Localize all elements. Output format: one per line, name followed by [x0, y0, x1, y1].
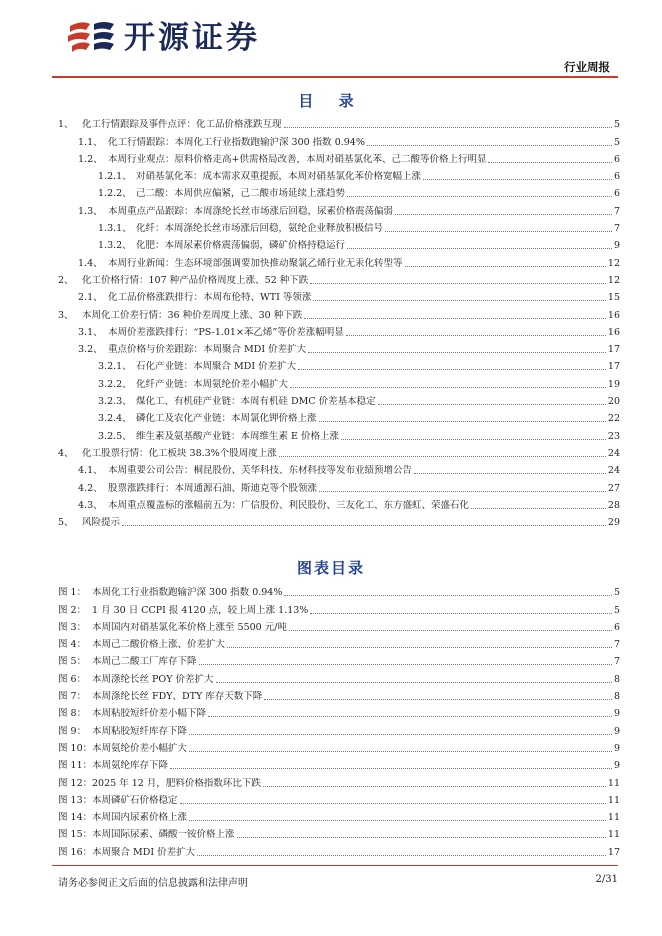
dot-leader — [289, 630, 612, 631]
dot-leader — [290, 387, 606, 388]
entry-page: 11 — [607, 829, 620, 841]
entry-number: 图 13： — [58, 794, 93, 806]
entry-page: 6 — [613, 153, 620, 165]
dot-leader — [170, 768, 612, 769]
entry-number: 3.2.2、 — [98, 378, 132, 390]
entry-page: 9 — [613, 725, 620, 737]
toc-entry[interactable] — [58, 218, 620, 235]
entry-number: 图 12： — [58, 777, 93, 789]
entry-page: 11 — [607, 812, 620, 824]
dot-leader — [319, 491, 606, 492]
entry-page: 9 — [613, 708, 620, 720]
figure-entry[interactable] — [58, 738, 620, 755]
figure-entry[interactable] — [58, 807, 620, 824]
footer-divider — [52, 865, 618, 866]
entry-page: 20 — [607, 396, 620, 408]
figure-entry[interactable] — [58, 686, 620, 703]
entry-number: 图 7： — [58, 691, 87, 703]
dot-leader — [298, 369, 606, 370]
entry-title: 化工价格行情：107 种产品价格周度上涨、52 种下跌 — [82, 274, 309, 286]
entry-page: 6 — [613, 188, 620, 200]
brand-logo-icon — [66, 18, 118, 58]
entry-number: 图 11： — [58, 760, 93, 772]
figure-entry[interactable] — [58, 841, 620, 858]
toc-entry[interactable] — [58, 477, 620, 494]
figure-entry[interactable] — [58, 720, 620, 737]
toc-entry[interactable] — [58, 114, 620, 131]
entry-title: 维生素及氨基酸产业链：本周维生素 E 价格上涨 — [136, 430, 339, 442]
entry-title: 2025 年 12 月，肥料价格指数环比下跌 — [92, 777, 261, 789]
entry-page: 28 — [607, 499, 620, 511]
entry-page: 9 — [613, 240, 620, 252]
toc-entry[interactable] — [58, 408, 620, 425]
entry-title: 化工品价格涨跌排行：本周布伦特、WTI 等领涨 — [108, 292, 312, 304]
entry-page: 17 — [607, 846, 620, 858]
dot-leader — [264, 699, 612, 700]
entry-number: 图 3： — [58, 621, 87, 633]
entry-number: 4、 — [58, 447, 74, 459]
entry-number: 1.3、 — [78, 205, 103, 217]
entry-number: 图 4： — [58, 639, 87, 651]
page-indicator: 2/31 — [595, 874, 618, 885]
dot-leader — [284, 127, 612, 128]
entry-number: 1.4、 — [78, 257, 103, 269]
entry-number: 1.3.2、 — [98, 240, 132, 252]
entry-page: 5 — [613, 604, 620, 616]
dot-leader — [347, 248, 612, 249]
toc-entry[interactable] — [58, 270, 620, 287]
dot-leader — [263, 786, 606, 787]
toc-entry[interactable] — [58, 356, 620, 373]
dot-leader — [367, 145, 612, 146]
entry-title: 对硝基氯化苯：成本需求双重提振，本周对硝基氯化苯价格宽幅上涨 — [136, 171, 422, 183]
toc-entry[interactable] — [58, 304, 620, 321]
dot-leader — [227, 647, 612, 648]
toc-entry[interactable] — [58, 322, 620, 339]
entry-page: 9 — [613, 760, 620, 772]
entry-page: 22 — [607, 413, 620, 425]
entry-title: 本周己二酸工厂库存下降 — [92, 656, 197, 668]
entry-page: 24 — [607, 447, 620, 459]
dot-leader — [471, 508, 606, 509]
dot-leader — [197, 855, 606, 856]
entry-number: 1.1、 — [78, 136, 103, 148]
entry-number: 3.2.5、 — [98, 430, 132, 442]
entry-title: 重点价格与价差跟踪：本周聚合 MDI 价差扩大 — [108, 344, 307, 356]
entry-page: 17 — [607, 344, 620, 356]
dot-leader — [180, 803, 606, 804]
entry-title: 1 月 30 日 CCPI 报 4120 点，较上周上涨 1.13% — [92, 604, 309, 616]
entry-page: 19 — [607, 378, 620, 390]
toc-entry[interactable] — [58, 425, 620, 442]
entry-page: 17 — [607, 361, 620, 373]
figure-entry[interactable] — [58, 824, 620, 841]
entry-number: 图 9： — [58, 725, 87, 737]
entry-number: 2、 — [58, 274, 74, 286]
toc-entry[interactable] — [58, 252, 620, 269]
dot-leader — [341, 439, 606, 440]
dot-leader — [346, 335, 606, 336]
toc-entry[interactable] — [58, 495, 620, 512]
entry-number: 图 15： — [58, 829, 93, 841]
entry-number: 3.2.3、 — [98, 396, 132, 408]
footer-disclaimer: 请务必参阅正文后面的信息披露和法律声明 — [58, 878, 248, 889]
entry-title: 化肥：本周尿素价格震荡偏弱，磷矿价格持稳运行 — [136, 240, 346, 252]
toc-entry[interactable] — [58, 391, 620, 408]
entry-title: 本周国内对硝基氯化苯价格上涨至 5500 元/吨 — [92, 621, 287, 633]
entry-title: 本周聚合 MDI 价差扩大 — [92, 846, 196, 858]
toc-entry[interactable] — [58, 166, 620, 183]
toc-entry[interactable] — [58, 512, 620, 529]
entry-page: 12 — [607, 257, 620, 269]
toc-entry[interactable] — [58, 149, 620, 166]
entry-title: 股票涨跌排行：本周通源石油、斯迪克等个股领涨 — [108, 482, 318, 494]
entry-number: 图 8： — [58, 708, 87, 720]
entry-page: 6 — [613, 621, 620, 633]
entry-title: 化纤产业链：本周氨纶价差小幅扩大 — [136, 378, 289, 390]
entry-number: 1、 — [58, 119, 74, 131]
toc-entry[interactable] — [58, 200, 620, 217]
entry-title: 本周粘胶短纤库存下降 — [92, 725, 188, 737]
figure-entry[interactable] — [58, 703, 620, 720]
entry-number: 图 2： — [58, 604, 87, 616]
entry-number: 1.3.1、 — [98, 223, 132, 235]
entry-page: 7 — [613, 205, 620, 217]
figure-entry[interactable] — [58, 772, 620, 789]
entry-number: 4.3、 — [78, 499, 103, 511]
entry-number: 1.2、 — [78, 153, 103, 165]
entry-title: 本周国内尿素价格上涨 — [92, 812, 188, 824]
entry-page: 8 — [613, 691, 620, 703]
toc-entry[interactable] — [58, 339, 620, 356]
entry-title: 化工行情跟踪及事件点评：化工品价格涨跌互现 — [82, 119, 282, 131]
entry-number: 4.1、 — [78, 465, 103, 477]
entry-number: 图 6： — [58, 673, 87, 685]
entry-page: 23 — [607, 430, 620, 442]
entry-page: 12 — [607, 274, 620, 286]
entry-title: 本周重点产品跟踪：本周涤纶长丝市场涨后回稳，尿素价格震荡偏弱 — [108, 205, 394, 217]
entry-title: 本周行业新闻：生态环境部强调要加快推动聚氯乙烯行业无汞化转型等 — [108, 257, 403, 269]
entry-number: 图 1： — [58, 587, 87, 599]
entry-number: 图 5： — [58, 656, 87, 668]
entry-page: 7 — [613, 639, 620, 651]
dot-leader — [395, 214, 612, 215]
figure-entry[interactable] — [58, 599, 620, 616]
list-of-figures — [58, 582, 620, 859]
toc-entry[interactable] — [58, 373, 620, 390]
dot-leader — [310, 613, 612, 614]
entry-title: 己二酸：本周供应偏紧，己二酸市场延续上涨趋势 — [136, 188, 346, 200]
dot-leader — [385, 231, 612, 232]
toc-title: 目 录 — [298, 92, 364, 110]
figure-entry[interactable] — [58, 582, 620, 599]
dot-leader — [313, 300, 606, 301]
dot-leader — [405, 266, 606, 267]
toc-entry[interactable] — [58, 287, 620, 304]
entry-number: 3.2.4、 — [98, 413, 132, 425]
entry-page: 6 — [613, 171, 620, 183]
entry-number: 3.1、 — [78, 326, 103, 338]
entry-title: 化纤：本周涤纶长丝市场涨后回稳，氨纶企业释放积极信号 — [136, 223, 384, 235]
entry-title: 本周重点覆盖标的涨幅前五为：广信股份、利民股份、三友化工、东方盛虹、荣盛石化 — [108, 499, 470, 511]
entry-number: 图 10： — [58, 742, 93, 754]
entry-title: 本周重要公司公告：桐昆股份、芙华科技、东材科技等发布业绩预增公告 — [108, 465, 413, 477]
entry-title: 煤化工、有机硅产业链：本周有机硅 DMC 价差基本稳定 — [136, 396, 376, 408]
dot-leader — [122, 525, 606, 526]
entry-title: 本周涤纶长丝 FDY、DTY 库存天数下降 — [92, 691, 263, 703]
toc-entry[interactable] — [58, 183, 620, 200]
entry-number: 3、 — [58, 309, 74, 321]
entry-number: 图 16： — [58, 846, 93, 858]
entry-number: 5、 — [58, 517, 74, 529]
dot-leader — [189, 751, 612, 752]
entry-page: 7 — [613, 656, 620, 668]
entry-title: 化工行情跟踪：本周化工行业指数跑输沪深 300 指数 0.94% — [108, 136, 365, 148]
report-type-label: 行业周报 — [564, 60, 610, 74]
dot-leader — [347, 196, 612, 197]
entry-title: 本周行业观点：原料价格走高+供需格局改善，本周对硝基氯化苯、己二酸等价格上行明显 — [108, 153, 487, 165]
toc-entry[interactable] — [58, 443, 620, 460]
figure-entry[interactable] — [58, 651, 620, 668]
entry-page: 16 — [607, 326, 620, 338]
entry-title: 本周国际尿素、磷酸一铵价格上涨 — [92, 829, 235, 841]
dot-leader — [488, 162, 611, 163]
toc-entry[interactable] — [58, 235, 620, 252]
header-divider — [52, 76, 618, 78]
dot-leader — [199, 664, 612, 665]
dot-leader — [237, 837, 606, 838]
entry-number: 2.1、 — [78, 292, 103, 304]
entry-title: 本周氨纶价差小幅扩大 — [92, 742, 188, 754]
entry-page: 5 — [613, 119, 620, 131]
entry-title: 本周涤纶长丝 POY 价差扩大 — [92, 673, 214, 685]
entry-number: 1.2.2、 — [98, 188, 132, 200]
entry-page: 27 — [607, 482, 620, 494]
entry-page: 5 — [613, 136, 620, 148]
table-of-contents — [58, 114, 620, 529]
toc-entry[interactable] — [58, 131, 620, 148]
entry-title: 本周化工行业指数跑输沪深 300 指数 0.94% — [92, 587, 283, 599]
figure-entry[interactable] — [58, 790, 620, 807]
dot-leader — [310, 283, 606, 284]
entry-title: 化工股票行情：化工板块 38.3%个股周度上涨 — [82, 447, 277, 459]
brand-name: 开源证券 — [124, 20, 260, 56]
figures-title: 图表目录 — [296, 559, 365, 577]
entry-number: 图 14： — [58, 812, 93, 824]
figure-entry[interactable] — [58, 634, 620, 651]
entry-number: 3.2、 — [78, 344, 103, 356]
entry-title: 本周价差涨跌排行：“PS-1.01×苯乙烯”等价差涨幅明显 — [108, 326, 344, 338]
brand-logo — [66, 18, 260, 58]
figure-entry[interactable] — [58, 668, 620, 685]
entry-title: 本周氨纶库存下降 — [92, 760, 169, 772]
entry-page: 11 — [607, 777, 620, 789]
dot-leader — [208, 716, 612, 717]
dot-leader — [304, 318, 606, 319]
entry-page: 8 — [613, 673, 620, 685]
entry-title: 风险提示 — [82, 517, 121, 529]
entry-page: 11 — [607, 794, 620, 806]
entry-page: 7 — [613, 223, 620, 235]
entry-page: 9 — [613, 742, 620, 754]
figure-entry[interactable] — [58, 617, 620, 634]
dot-leader — [279, 456, 606, 457]
entry-title: 本周粘胶短纤价差小幅下降 — [92, 708, 207, 720]
entry-page: 24 — [607, 465, 620, 477]
entry-number: 3.2.1、 — [98, 361, 132, 373]
dot-leader — [378, 404, 606, 405]
entry-title: 石化产业链：本周聚合 MDI 价差扩大 — [136, 361, 297, 373]
dot-leader — [284, 595, 612, 596]
entry-title: 本周己二酸价格上涨、价差扩大 — [92, 639, 226, 651]
dot-leader — [414, 473, 606, 474]
entry-page: 15 — [607, 292, 620, 304]
entry-page: 5 — [613, 587, 620, 599]
toc-entry[interactable] — [58, 460, 620, 477]
entry-title: 磷化工及农化产业链：本周氯化钾价格上涨 — [136, 413, 317, 425]
dot-leader — [216, 682, 612, 683]
dot-leader — [189, 734, 612, 735]
dot-leader — [189, 820, 606, 821]
dot-leader — [308, 352, 606, 353]
entry-page: 29 — [607, 517, 620, 529]
figure-entry[interactable] — [58, 755, 620, 772]
dot-leader — [423, 179, 612, 180]
entry-page: 16 — [607, 309, 620, 321]
entry-number: 4.2、 — [78, 482, 103, 494]
entry-number: 1.2.1、 — [98, 171, 132, 183]
entry-title: 本周磷矿石价格稳定 — [92, 794, 178, 806]
dot-leader — [319, 421, 606, 422]
entry-title: 本周化工价差行情：36 种价差周度上涨、30 种下跌 — [82, 309, 303, 321]
